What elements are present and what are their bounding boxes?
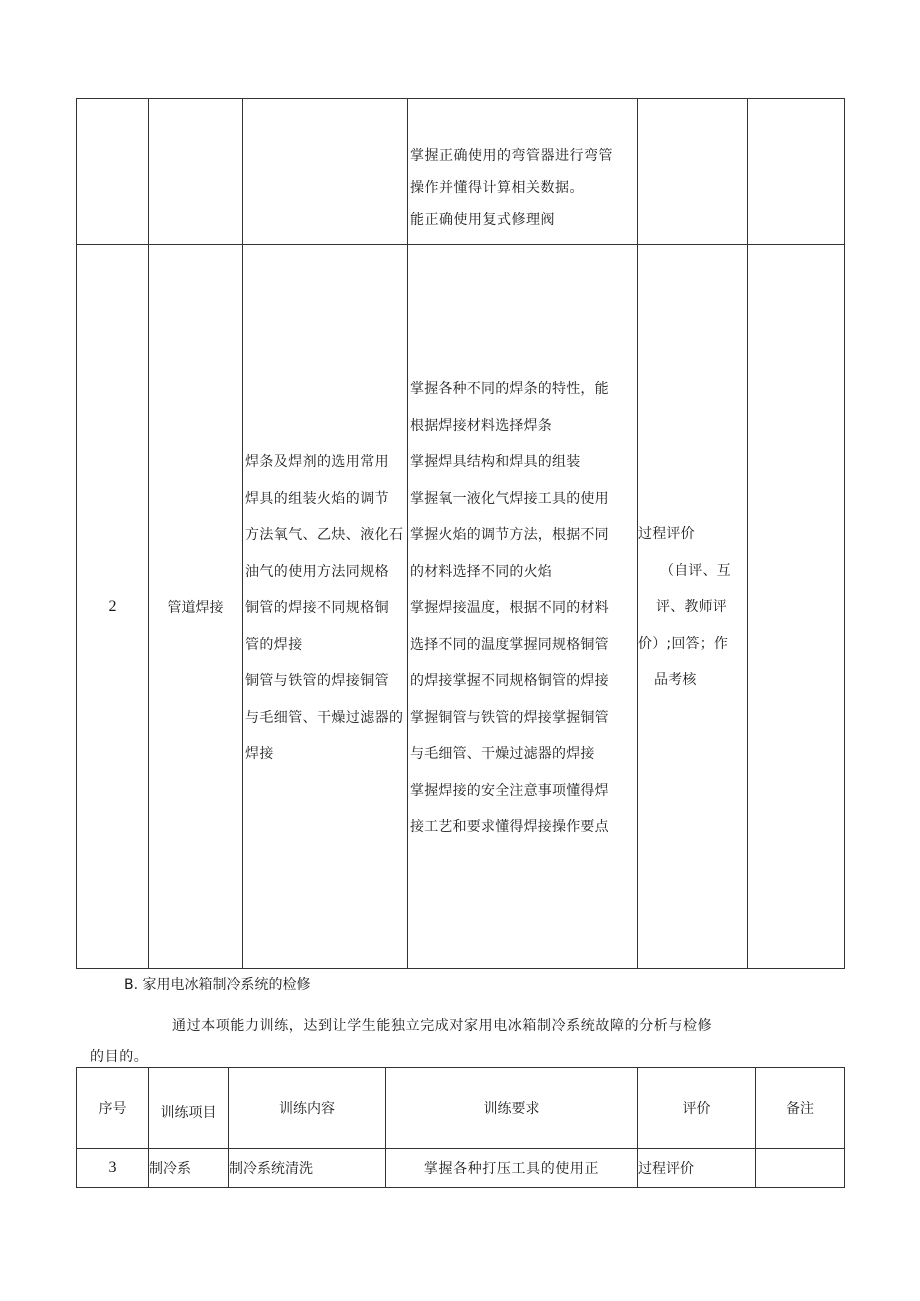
header-no: 序号: [77, 1068, 149, 1149]
training-item: 管道焊接: [167, 599, 224, 616]
content-line: 焊接: [245, 746, 274, 762]
cell-content: [243, 99, 408, 245]
row-number: 3: [108, 1159, 117, 1176]
content-line: 与毛细管、干燥过滤器的: [245, 709, 404, 726]
cell-item: [149, 99, 243, 245]
training-table-continued: [76, 98, 845, 969]
requirement-line: 掌握各种不同的焊条的特性，能: [410, 381, 609, 397]
cell-content: 制冷系统清洗: [229, 1149, 386, 1188]
cell-remark: [756, 1149, 845, 1188]
evaluation-line: 品考核: [654, 672, 697, 688]
requirement-line: 掌握氧一液化气焊接工具的使用: [410, 490, 609, 507]
cell-remark: [748, 99, 845, 245]
content-line: 焊条及焊剂的选用常用: [245, 454, 389, 470]
evaluation-line: 价）;回答；作: [638, 635, 729, 652]
evaluation-line: 评、教师评: [656, 599, 727, 615]
content-line: 铜管的焊接不同规格铜: [245, 600, 389, 616]
table-row: [77, 1149, 845, 1188]
requirement-line: 与毛细管、干燥过滤器的焊接: [410, 746, 595, 762]
header-requirement: 训练要求: [386, 1068, 638, 1149]
requirement-line: 掌握火焰的调节方法，根据不同: [410, 527, 609, 543]
evaluation-line: 过程评价: [638, 526, 695, 542]
cell-evaluation: 过程评价: [638, 1149, 756, 1188]
evaluation-line: （自评、互: [660, 562, 731, 579]
header-item: 训练项目: [149, 1068, 229, 1149]
cell-item: [149, 245, 243, 969]
content-line: 油气的使用方法同规格: [245, 563, 389, 580]
requirement-line: 掌握焊具结构和焊具的组装: [410, 454, 581, 470]
table-header-row: [77, 1068, 845, 1149]
cell-content: [243, 245, 408, 969]
header-content: 训练内容: [229, 1068, 386, 1149]
content-line: 管的焊接: [245, 636, 303, 653]
header-remark: 备注: [756, 1068, 845, 1149]
content-line: 铜管与铁管的焊接铜管: [245, 673, 389, 689]
cell-requirements: [408, 245, 638, 969]
section-title: B. 家用电冰箱制冷系统的检修: [124, 977, 311, 993]
requirement-line: 选择不同的温度掌握同规格铜管: [410, 636, 609, 653]
cell-no: [77, 99, 149, 245]
cell-requirements: [408, 99, 638, 245]
cell-remark: [748, 245, 845, 969]
section-paragraph: 通过本项能力训练，达到让学生能独立完成对家用电冰箱制冷系统故障的分析与检修: [172, 1018, 713, 1034]
requirement-line: 的焊接掌握不同规格铜管的焊接: [410, 673, 609, 689]
cell-item: 制冷系: [149, 1149, 229, 1188]
cell-requirement: 掌握各种打压工具的使用正: [386, 1149, 638, 1188]
requirement-line: 掌握焊接的安全注意事项懂得焊: [410, 782, 609, 799]
requirement-line: 掌握铜管与铁管的焊接掌握铜管: [410, 709, 609, 726]
table-row: [77, 99, 845, 245]
cell-evaluation: [638, 245, 748, 969]
section-paragraph-continued: 的目的。: [90, 1049, 149, 1065]
requirement-line: 能正确使用复式修理阀: [410, 212, 555, 228]
requirement-line: 根据焊接材料选择焊条: [410, 417, 552, 434]
cell-no: [77, 245, 149, 969]
requirement-line: 掌握焊接温度，根据不同的材料: [410, 600, 609, 616]
content-line: 焊具的组装火焰的调节: [245, 490, 389, 507]
requirement-line: 接工艺和要求懂得焊接操作要点: [410, 819, 609, 835]
header-evaluation: 评价: [638, 1068, 756, 1149]
row-number: 2: [108, 597, 117, 615]
table-row: [77, 245, 845, 969]
content-line: 方法氧气、乙炔、液化石: [245, 527, 404, 543]
requirement-line: 操作并懂得计算相关数据。: [410, 180, 584, 196]
requirement-line: 的材料选择不同的火焰: [410, 563, 552, 580]
requirement-line: 掌握正确使用的弯管器进行弯管: [410, 148, 613, 164]
cell-evaluation: [638, 99, 748, 245]
training-table: [76, 1067, 845, 1188]
cell-no: [77, 1149, 149, 1188]
